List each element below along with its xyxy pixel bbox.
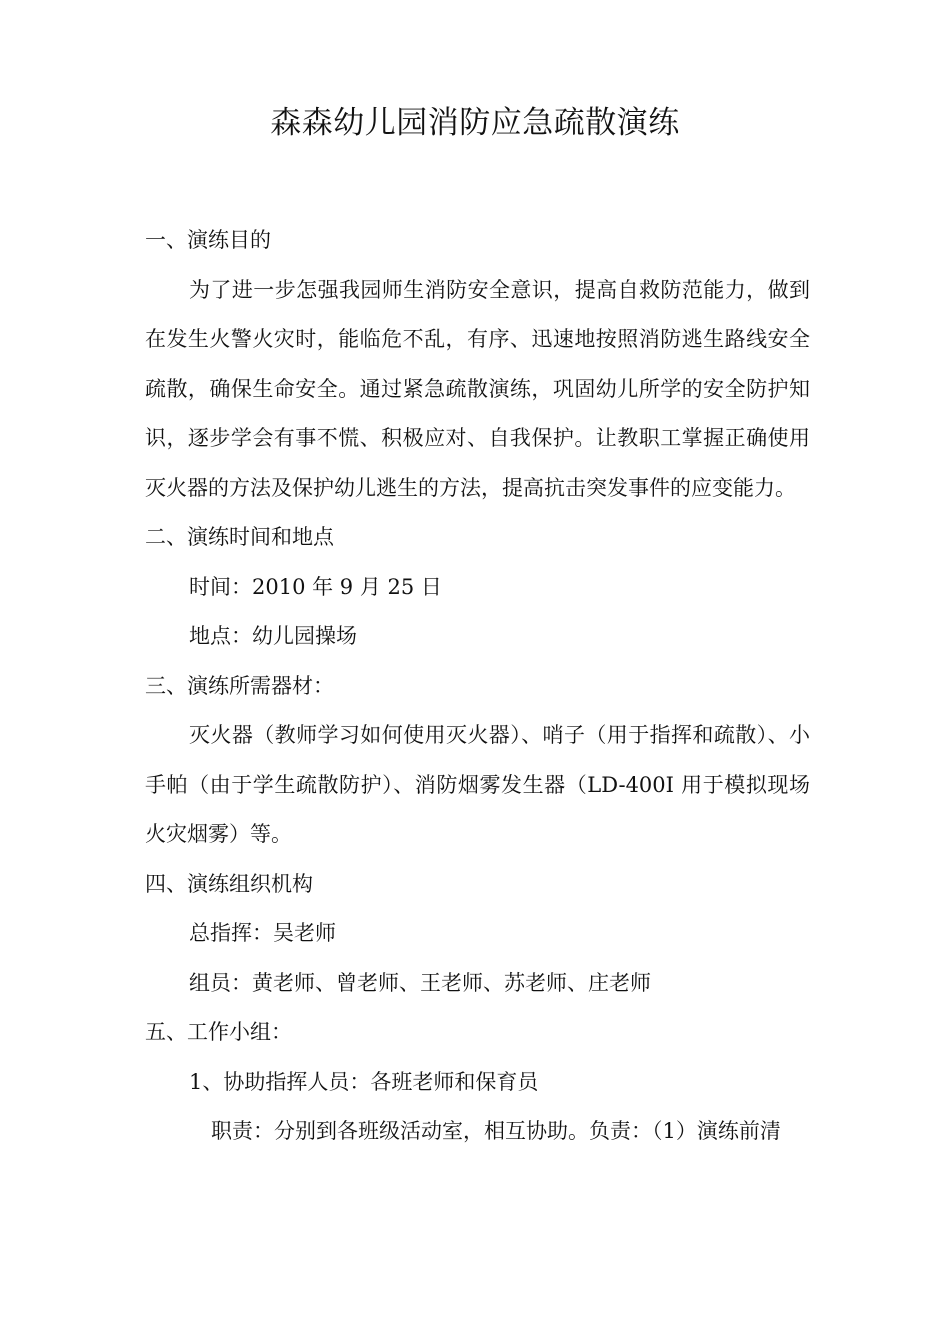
section-heading-work-groups: 五、工作小组：: [145, 1020, 292, 1044]
commander-line: 总指挥：吴老师: [189, 921, 336, 945]
document-title: 森森幼儿园消防应急疏散演练: [270, 105, 680, 141]
group-assist-command: 1、协助指挥人员：各班老师和保育员: [189, 1069, 539, 1094]
purpose-paragraph: 为了进一步怎强我园师生消防安全意识，提高自救防范能力，做到在发生火警火灾时，能临危不乱，有序、迅速地按照消防逃生路线安全疏散，确保生命安全。通过紧急疏散演练，巩固幼儿所学的安全防护知识，逐步学会有事不慌、积极应对、自我保护。让教职工掌握正确使用灭火器的方法及保护幼儿逃生的方法，提高抗击突发事件的应变能力。: [145, 277, 810, 500]
section-heading-equipment: 三、演练所需器材：: [145, 673, 334, 698]
section-heading-time-place: 二、演练时间和地点: [145, 525, 334, 549]
drill-place: 地点：幼儿园操场: [189, 624, 357, 648]
drill-time: 时间：2010 年 9 月 25 日: [189, 574, 442, 599]
members-line: 组员：黄老师、曾老师、王老师、苏老师、庄老师: [189, 970, 651, 995]
equipment-paragraph: 灭火器（教师学习如何使用灭火器）、哨子（用于指挥和疏散）、小手帕（由于学生疏散防护）、消防烟雾发生器（LD-400I 用于模拟现场火灾烟雾）等。: [145, 723, 810, 846]
section-heading-organization: 四、演练组织机构: [145, 871, 313, 896]
document-body: [145, 216, 810, 1157]
group-assist-duty: 职责：分别到各班级活动室，相互协助。负责：（1）演练前清: [211, 1119, 781, 1143]
section-heading-purpose: 一、演练目的: [145, 228, 271, 252]
